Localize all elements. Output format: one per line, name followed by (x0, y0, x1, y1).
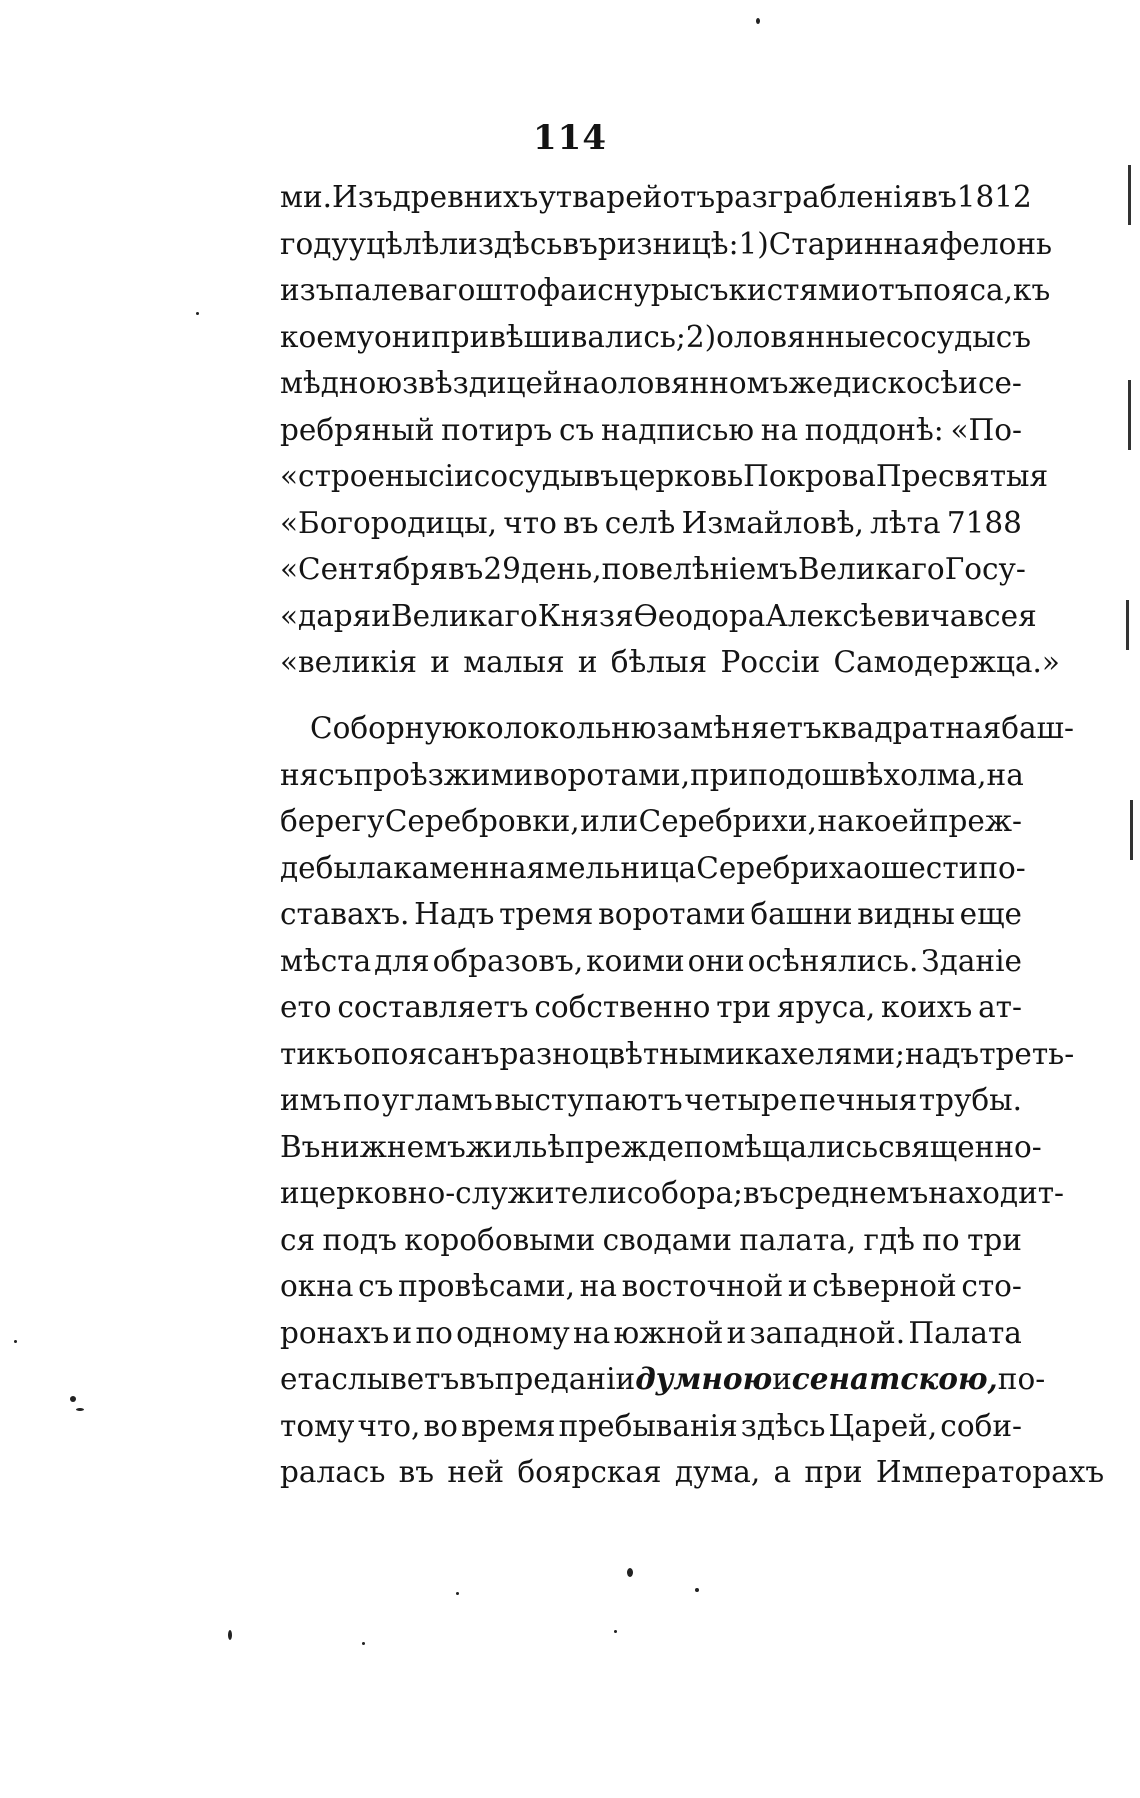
page-number: 114 (533, 118, 607, 158)
scan-speck (14, 1340, 17, 1343)
word: три (716, 990, 772, 1024)
word: потиръ (441, 412, 553, 447)
text-line (280, 705, 1074, 752)
word: «строены (280, 459, 429, 493)
text-line (280, 938, 1022, 985)
word: се- (977, 366, 1022, 400)
text-line (280, 174, 1032, 221)
text-line (280, 453, 1049, 500)
word: «По- (950, 412, 1022, 447)
word: по- (978, 850, 1026, 885)
word: Ѳеодора (633, 598, 766, 633)
word: выступаютъ (494, 1083, 683, 1117)
word: ето (280, 990, 332, 1024)
word: повелѣніемъ (601, 552, 798, 586)
word: сосуды (473, 459, 584, 493)
word: оловянномъ (600, 366, 789, 400)
text-line (280, 1263, 1022, 1310)
word: мѣдною (280, 366, 403, 400)
word: и (577, 273, 598, 307)
word: они (687, 943, 745, 978)
word: Изъ (332, 180, 393, 214)
word: Измайловѣ, (681, 505, 864, 540)
word: въ (563, 505, 599, 540)
word: думною (635, 1361, 773, 1396)
word: и (958, 366, 978, 400)
word: при (690, 757, 749, 792)
word: еще (959, 897, 1022, 931)
word: Палата (908, 1315, 1022, 1350)
word: церковь (618, 459, 744, 493)
word: 29 (483, 552, 521, 586)
word: священно- (878, 1129, 1042, 1164)
word: находит- (928, 1176, 1065, 1210)
word: Императорахъ (875, 1455, 1105, 1489)
word: Россіи (720, 645, 821, 679)
word: нижнемъ (320, 1129, 466, 1164)
word: здѣсь (740, 1408, 826, 1443)
word: Князя (537, 598, 634, 633)
word: подошвѣ (748, 757, 884, 792)
word: и (772, 1362, 792, 1396)
scan-speck (627, 1568, 633, 1577)
word: коей (855, 804, 929, 838)
text-line (280, 1077, 1022, 1124)
word: на (986, 757, 1024, 792)
word: и (577, 645, 598, 679)
word: оловянные (716, 319, 886, 354)
text-line (280, 639, 1060, 686)
word: провѣсами, (398, 1269, 575, 1303)
word: палеваго (334, 273, 476, 307)
word: коихъ (881, 990, 973, 1024)
word: Великаго (797, 552, 945, 586)
word: съ (558, 412, 595, 447)
word: коими (586, 943, 685, 978)
word: тикъ (280, 1036, 354, 1071)
word: звѣздицей (402, 366, 563, 400)
word: восточной (621, 1269, 784, 1303)
word: Серебриха (696, 850, 864, 885)
word: и (392, 1315, 413, 1350)
word: одному (456, 1315, 570, 1350)
word: «даря (280, 598, 372, 633)
word: фелонь (939, 226, 1053, 261)
word: видны (857, 897, 955, 931)
word: они (373, 319, 432, 354)
word: надписью (601, 412, 755, 447)
word: лѣта (870, 505, 941, 540)
word: по (342, 1083, 381, 1117)
word: въ (447, 552, 484, 586)
word: и (726, 1315, 747, 1350)
word: что (503, 505, 557, 540)
word: привѣшивались; (431, 319, 686, 354)
text-line (280, 1449, 1105, 1496)
word: преж- (928, 804, 1022, 838)
scan-speck (76, 1408, 84, 1411)
word: воротами, (533, 757, 691, 792)
word: коробовыми (404, 1222, 596, 1257)
word: ета (280, 1362, 332, 1396)
scan-speck (362, 1642, 365, 1645)
word: боярская (517, 1455, 662, 1489)
scan-speck (695, 1588, 699, 1592)
word: 1812 (956, 180, 1032, 214)
word: башни (750, 897, 853, 931)
word: Пресвятыя (875, 459, 1049, 493)
word: Госу- (944, 552, 1026, 586)
word: къ (1013, 273, 1051, 307)
word: слыветъ (331, 1362, 460, 1396)
word: Старинная (768, 226, 940, 261)
word: замѣняетъ (656, 711, 822, 745)
word: подъ (322, 1222, 397, 1257)
word: во (423, 1408, 458, 1443)
text-line (280, 500, 1022, 547)
word: Надъ (414, 897, 495, 931)
word: кахелями; (744, 1036, 905, 1071)
word: Царей, (828, 1408, 938, 1443)
word: 7188 (946, 505, 1022, 540)
word: Серебрихи, (638, 804, 817, 838)
word: каменная (393, 850, 546, 885)
word: Соборную (310, 711, 468, 745)
word: была (315, 850, 394, 885)
word: собственно (534, 990, 711, 1024)
word: собора; (626, 1176, 743, 1210)
word: Зданіе (921, 943, 1022, 978)
word: Алексѣевича (765, 598, 968, 633)
word: мельница (545, 850, 697, 885)
word: штофа (475, 273, 578, 307)
text-line (280, 1124, 1042, 1171)
word: Серебровки, (384, 804, 580, 838)
word: Покрова (743, 459, 876, 493)
word: ся (280, 1222, 316, 1257)
word: съ (358, 1269, 394, 1303)
word: треть- (979, 1036, 1075, 1071)
text-line (280, 407, 1022, 454)
word: угламъ (381, 1083, 493, 1117)
word: «великія (280, 645, 417, 679)
text-line (280, 1310, 1022, 1357)
word: и (787, 1269, 808, 1303)
text-line (280, 752, 1022, 799)
word: снуры (597, 273, 694, 307)
word: и (430, 645, 450, 679)
word: образовъ, (432, 943, 584, 978)
word: колокольню (467, 711, 657, 745)
word: 2) (685, 319, 717, 354)
text-line (280, 360, 1022, 407)
word: Великаго (390, 598, 538, 633)
word: по (922, 1222, 960, 1257)
scan-speck (196, 312, 199, 315)
word: помѣщались (683, 1129, 879, 1164)
word: берегу (280, 804, 385, 838)
word: что, (357, 1408, 421, 1443)
word: жильѣ (465, 1129, 566, 1164)
word: всея (967, 598, 1037, 633)
word: отъ (860, 273, 914, 307)
word: на (573, 1315, 611, 1350)
word: «Богородицы, (280, 505, 498, 540)
word: дума, (674, 1455, 761, 1489)
word: соби- (940, 1408, 1022, 1443)
word: коему (280, 319, 374, 354)
word: составляетъ (337, 990, 529, 1024)
text-line (280, 1217, 1022, 1264)
text-line (280, 798, 1022, 845)
word: ралась (280, 1455, 386, 1489)
word: въ (398, 1455, 435, 1489)
text-line (280, 221, 1053, 268)
word: а (773, 1455, 792, 1489)
scan-edge-mark (1128, 165, 1131, 225)
word: ребряный (280, 412, 435, 447)
word: пояса, (913, 273, 1014, 307)
scan-edge-mark (1130, 800, 1133, 860)
word: церковно-служители (299, 1176, 627, 1210)
scan-edge-mark (1128, 380, 1131, 450)
word: дискосѣ (833, 366, 959, 400)
word: утварей (538, 180, 663, 214)
word: ризницѣ: (597, 226, 739, 261)
word: поддонѣ: (804, 412, 944, 447)
text-line (280, 1031, 1075, 1078)
word: ставахъ. (280, 897, 410, 931)
scan-edge-mark (1126, 600, 1129, 650)
word: въ (921, 180, 957, 214)
word: время (460, 1408, 556, 1443)
word: на (579, 1269, 617, 1303)
word: же (788, 366, 834, 400)
word: и (280, 1176, 300, 1210)
word: на (562, 366, 600, 400)
word: шести (880, 850, 979, 885)
word: имъ (280, 1083, 342, 1117)
word: отъ (662, 180, 716, 214)
scan-speck (756, 18, 760, 24)
word: квадратная (821, 711, 1002, 745)
word: Въ (280, 1129, 321, 1164)
word: баш- (1001, 711, 1074, 745)
word: де (280, 850, 316, 885)
text-line (280, 1356, 1046, 1403)
scan-speck (456, 1592, 459, 1595)
word: съ (318, 757, 354, 792)
word: или (580, 804, 639, 838)
word: сѣверной (812, 1269, 957, 1303)
word: на (817, 804, 855, 838)
word: 1) (738, 226, 769, 261)
word: южной (613, 1315, 724, 1350)
word: на (760, 412, 799, 447)
word: Самодержца.» (833, 645, 1060, 679)
text-line (280, 314, 1032, 361)
word: ат- (978, 990, 1022, 1024)
word: ня (280, 757, 319, 792)
word: по- (997, 1362, 1046, 1396)
word: окна (280, 1269, 354, 1303)
word: въ (583, 459, 619, 493)
word: здѣсь (477, 226, 563, 261)
word: четыре (684, 1083, 798, 1117)
word: при (804, 1455, 863, 1489)
scan-speck (614, 1630, 617, 1633)
word: сосуды (885, 319, 996, 354)
text-line (280, 267, 1051, 314)
word: надъ (905, 1036, 980, 1071)
word: разграбленія (715, 180, 922, 214)
scan-speck (228, 1630, 232, 1640)
word: мѣста (280, 943, 372, 978)
word: разноцвѣтными (499, 1036, 745, 1071)
word: среднемъ (778, 1176, 929, 1210)
word: печныя (798, 1083, 918, 1117)
word: по (415, 1315, 453, 1350)
word: трубы. (918, 1083, 1022, 1117)
word: сводами (602, 1222, 732, 1257)
word: сто- (961, 1269, 1022, 1303)
scan-speck (70, 1396, 76, 1402)
word: древнихъ (392, 180, 539, 214)
word: яруса, (776, 990, 876, 1024)
word: малыя (463, 645, 565, 679)
word: проѣзжими (353, 757, 534, 792)
word: уцѣлѣли (348, 226, 478, 261)
word: преданіи (494, 1362, 636, 1396)
word: ней (447, 1455, 505, 1489)
word: о (863, 850, 881, 885)
word: бѣлыя (610, 645, 708, 679)
word: пребыванія (558, 1408, 738, 1443)
word: ми. (280, 180, 332, 214)
word: въ (743, 1176, 779, 1210)
word: тому (280, 1408, 355, 1443)
word: гдѣ (863, 1222, 915, 1257)
word: холма, (883, 757, 987, 792)
word: году (280, 226, 349, 261)
text-line (280, 1403, 1022, 1450)
word: воротами (598, 897, 746, 931)
word: изъ (280, 273, 335, 307)
word: три (967, 1222, 1022, 1257)
word: тремя (499, 897, 594, 931)
word: кистями (728, 273, 861, 307)
word: съ (693, 273, 729, 307)
word: «Сентября (280, 552, 448, 586)
paragraph-2 (280, 705, 1105, 1496)
word: осѣнялись. (747, 943, 919, 978)
text-line (280, 1170, 1065, 1217)
word: для (374, 943, 430, 978)
text-line (280, 845, 1026, 892)
text-line (280, 546, 1026, 593)
word: прежде (565, 1129, 684, 1164)
word: сенатскою, (791, 1361, 998, 1396)
word: селѣ (604, 505, 676, 540)
paragraph-1 (280, 174, 1060, 686)
word: ронахъ (280, 1315, 390, 1350)
text-line (280, 891, 1022, 938)
word: сіи (428, 459, 474, 493)
word: въ (562, 226, 598, 261)
word: и (371, 598, 391, 633)
text-line (280, 593, 1037, 640)
word: палата, (739, 1222, 857, 1257)
word: опоясанъ (353, 1036, 500, 1071)
text-line (280, 984, 1022, 1031)
word: въ (459, 1362, 495, 1396)
word: западной. (749, 1315, 906, 1350)
word: съ (995, 319, 1032, 354)
word: день, (520, 552, 602, 586)
